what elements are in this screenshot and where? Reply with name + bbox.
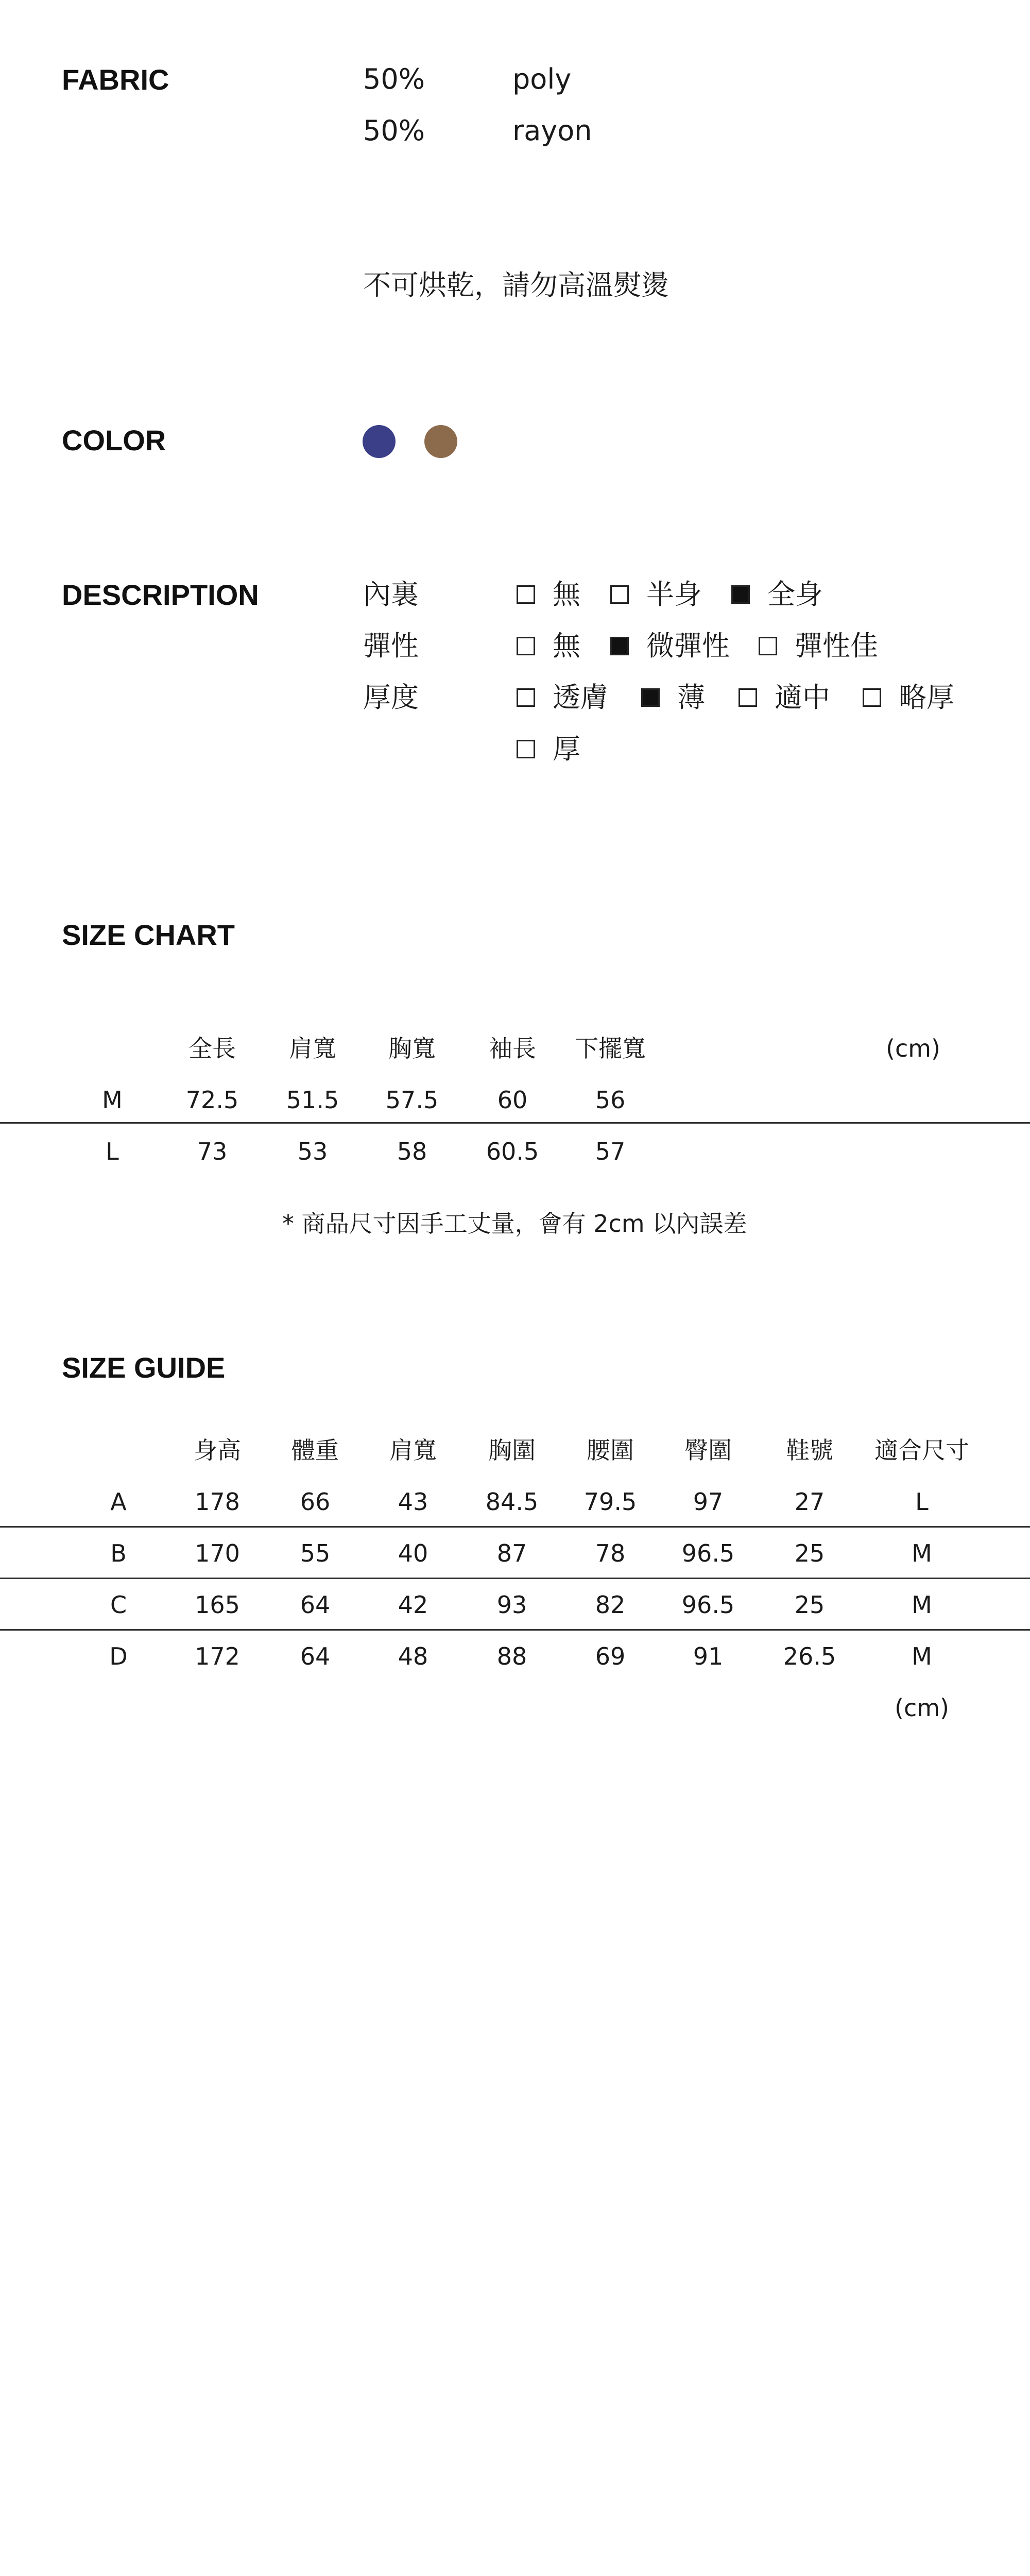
size-chart-size-label: M xyxy=(102,1086,123,1114)
size-guide-cell: 25 xyxy=(794,1591,825,1619)
unchecked-box-icon xyxy=(517,740,535,758)
size-guide-cell: 178 xyxy=(195,1488,240,1516)
unchecked-box-icon xyxy=(517,688,535,707)
size-guide-cell: 82 xyxy=(595,1591,626,1619)
size-chart-note: * 商品尺寸因手工丈量，會有 2cm 以內誤差 xyxy=(282,1210,747,1238)
description-option-label: 透膚 xyxy=(553,681,608,714)
size-chart-cell: 73 xyxy=(197,1138,228,1165)
size-chart-cell: 60.5 xyxy=(486,1138,539,1165)
unchecked-box-icon xyxy=(517,585,535,604)
size-guide-cell: 78 xyxy=(595,1539,626,1567)
description-option xyxy=(517,578,580,611)
description-label: 內裏 xyxy=(363,578,419,611)
fabric-percent-2: 50% xyxy=(363,114,425,147)
size-guide-cell: 64 xyxy=(300,1591,331,1619)
description-option-label: 薄 xyxy=(677,681,705,714)
description-option-label: 適中 xyxy=(775,681,830,714)
size-chart-cell: 53 xyxy=(297,1138,328,1165)
unchecked-box-icon xyxy=(863,688,881,707)
size-guide-cell: L xyxy=(915,1488,929,1516)
size-guide-column-header: 腰圍 xyxy=(587,1436,634,1464)
color-heading: COLOR xyxy=(62,424,166,456)
size-chart-cell: 60 xyxy=(497,1086,528,1114)
size-guide-column-header: 體重 xyxy=(291,1436,339,1464)
size-guide-heading: SIZE GUIDE xyxy=(62,1351,226,1384)
description-option-label: 無 xyxy=(553,630,580,662)
size-guide-cell: 55 xyxy=(300,1539,331,1567)
description-heading: DESCRIPTION xyxy=(62,579,259,611)
unchecked-box-icon xyxy=(759,637,777,655)
size-guide-cell: M xyxy=(912,1642,932,1670)
size-chart-column-header: 肩寬 xyxy=(289,1035,336,1062)
fabric-material-1: poly xyxy=(512,63,572,95)
unchecked-box-icon xyxy=(739,688,757,707)
size-guide-cell: 42 xyxy=(398,1591,428,1619)
fabric-percent-1: 50% xyxy=(363,63,425,95)
size-chart-cell: 57 xyxy=(595,1138,626,1165)
fabric-material-2: rayon xyxy=(512,114,592,147)
size-guide-column-header: 胸圍 xyxy=(488,1436,536,1464)
size-guide-cell: 26.5 xyxy=(783,1642,836,1670)
description-option xyxy=(731,578,823,611)
size-chart-column-header: 下擺寬 xyxy=(575,1035,646,1062)
size-guide-row-divider xyxy=(0,1578,1030,1579)
size-chart-column-header: 全長 xyxy=(188,1035,236,1062)
size-guide-cell: 66 xyxy=(300,1488,331,1516)
description-option-label: 微彈性 xyxy=(646,630,730,662)
color-swatch xyxy=(424,425,457,458)
description-label: 彈性 xyxy=(363,630,419,662)
size-chart-cell: 51.5 xyxy=(286,1086,339,1114)
size-chart-cell: 57.5 xyxy=(385,1086,439,1114)
description-option-label: 略厚 xyxy=(899,681,954,714)
size-guide-cell: 88 xyxy=(496,1642,527,1670)
unchecked-box-icon xyxy=(517,637,535,655)
size-chart-column-header: 胸寬 xyxy=(388,1035,436,1062)
description-option-label: 全身 xyxy=(767,578,823,611)
size-chart-unit: (cm) xyxy=(886,1035,940,1062)
color-swatch xyxy=(363,425,396,458)
size-guide-column-header: 臀圍 xyxy=(684,1436,732,1464)
description-option xyxy=(641,681,705,714)
checked-box-icon xyxy=(610,637,629,655)
size-guide-cell: 79.5 xyxy=(583,1488,637,1516)
size-guide-unit: (cm) xyxy=(895,1694,949,1722)
size-guide-cell: 97 xyxy=(693,1488,724,1516)
size-guide-cell: 48 xyxy=(398,1642,428,1670)
description-option-label: 半身 xyxy=(646,578,702,611)
size-guide-cell: M xyxy=(912,1539,932,1567)
size-guide-model-label: B xyxy=(110,1539,127,1567)
size-guide-model-label: D xyxy=(109,1642,128,1670)
checked-box-icon xyxy=(731,585,750,604)
size-guide-row-divider xyxy=(0,1526,1030,1528)
description-option xyxy=(517,632,580,660)
size-guide-model-label: C xyxy=(110,1591,127,1619)
size-guide-column-header: 身高 xyxy=(194,1436,241,1464)
size-guide-column-header: 適合尺寸 xyxy=(874,1436,969,1464)
size-guide-cell: M xyxy=(912,1591,932,1619)
size-chart-row-divider xyxy=(0,1122,1030,1124)
description-option xyxy=(517,735,580,763)
size-guide-column-header: 肩寬 xyxy=(389,1436,437,1464)
description-option-label: 厚 xyxy=(553,733,580,765)
description-option xyxy=(610,632,730,660)
size-chart-cell: 58 xyxy=(397,1138,427,1165)
size-guide-row-divider xyxy=(0,1629,1030,1631)
description-option-label: 無 xyxy=(553,578,580,611)
size-guide-cell: 87 xyxy=(496,1539,527,1567)
size-guide-cell: 165 xyxy=(195,1591,240,1619)
size-chart-heading: SIZE CHART xyxy=(62,919,235,951)
size-guide-model-label: A xyxy=(110,1488,127,1516)
description-option-label: 彈性佳 xyxy=(795,630,878,662)
size-guide-cell: 43 xyxy=(398,1488,428,1516)
size-guide-cell: 27 xyxy=(794,1488,825,1516)
description-option xyxy=(739,681,830,714)
size-guide-cell: 96.5 xyxy=(681,1539,735,1567)
size-guide-cell: 64 xyxy=(300,1642,331,1670)
description-option xyxy=(610,578,702,611)
size-guide-cell: 170 xyxy=(195,1539,240,1567)
size-chart-size-label: L xyxy=(106,1138,119,1165)
size-guide-cell: 84.5 xyxy=(485,1488,539,1516)
description-option xyxy=(863,681,954,714)
unchecked-box-icon xyxy=(610,585,629,604)
size-guide-cell: 93 xyxy=(496,1591,527,1619)
size-guide-cell: 172 xyxy=(195,1642,240,1670)
description-label: 厚度 xyxy=(363,681,419,714)
size-guide-cell: 96.5 xyxy=(681,1591,735,1619)
size-chart-cell: 56 xyxy=(595,1086,626,1114)
fabric-heading: FABRIC xyxy=(62,63,169,96)
size-chart-column-header: 袖長 xyxy=(489,1035,536,1062)
size-guide-cell: 25 xyxy=(794,1539,825,1567)
size-guide-column-header: 鞋號 xyxy=(786,1436,833,1464)
description-option xyxy=(517,681,608,714)
size-guide-cell: 40 xyxy=(398,1539,428,1567)
size-guide-cell: 69 xyxy=(595,1642,626,1670)
description-option xyxy=(759,632,878,660)
checked-box-icon xyxy=(641,688,660,707)
size-guide-cell: 91 xyxy=(693,1642,724,1670)
care-instruction: 不可烘乾，請勿高溫熨燙 xyxy=(363,269,669,301)
size-chart-cell: 72.5 xyxy=(185,1086,239,1114)
